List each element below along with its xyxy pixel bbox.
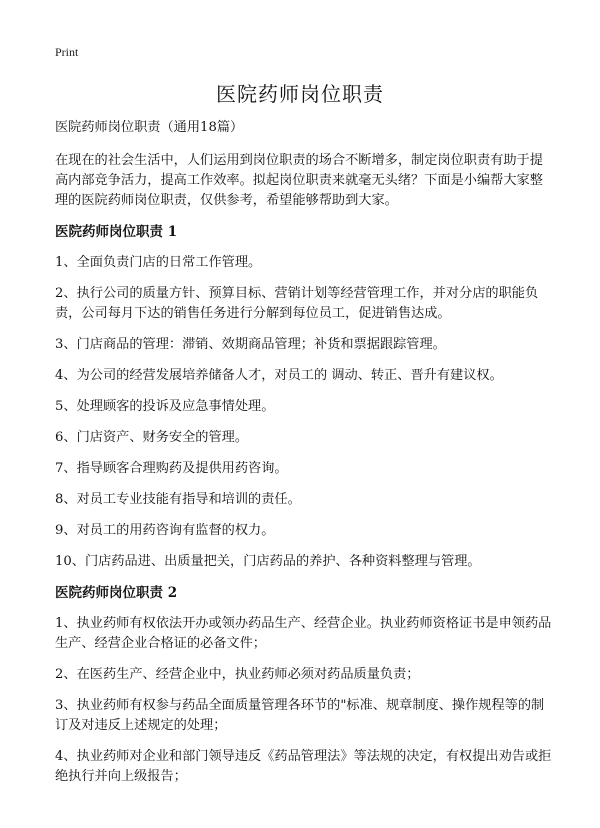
list-item: 8、对员工专业技能有指导和培训的责任。 [55, 492, 301, 507]
section-1 [55, 222, 555, 572]
list-item: 10、门店药品进、出质量把关，门店药品的养护、各种资料整理与管理。 [55, 554, 481, 569]
list-item: 7、指导顾客合理购药及提供用药咨询。 [55, 461, 288, 476]
list-item: 4、执业药师对企业和部门领导违反《药品管理法》等法规的决定，有权提出劝告或拒绝执行并向上级报告； [55, 749, 552, 784]
list-item: 3、执业药师有权参与药品全面质量管理各环节的"标准、规章制度、操作规程等的制订及对违反上述规定的处理； [55, 698, 545, 733]
document-body [55, 118, 555, 798]
list-item: 4、为公司的经营发展培养储备人才，对员工的 调动、转正、晋升有建议权。 [55, 368, 503, 383]
list-item: 5、处理顾客的投诉及应急事情处理。 [55, 399, 275, 414]
print-label[interactable]: Print [55, 45, 79, 59]
list-item: 1、执业药师有权依法开办或领办药品生产、经营企业。执业药师资格证书是申领药品生产、经营企业合格证的必备文件； [55, 616, 552, 651]
page-title: 医院药师岗位职责 [216, 82, 384, 106]
section-heading: 医院药师岗位职责 1 [55, 224, 178, 240]
list-item: 2、执行公司的质量方针、预算目标、营销计划等经营管理工作，并对分店的职能负责，公司每月下达的销售任务进行分解到每位员工，促进销售达成。 [55, 286, 539, 321]
section-heading: 医院药师岗位职责 2 [55, 585, 178, 601]
list-item: 3、门店商品的管理：滞销、效期商品管理；补货和票据跟踪管理。 [55, 337, 446, 352]
document-subtitle: 医院药师岗位职责（通用18篇） [55, 120, 244, 135]
list-item: 1、全面负责门店的日常工作管理。 [55, 255, 262, 270]
intro-paragraph: 在现在的社会生活中，人们运用到岗位职责的场合不断增多，制定岗位职责有助于提高内部竞争活力，提高工作效率。拟起岗位职责来就毫无头绪？下面是小编帮大家整理的医院药师岗位职责，仅供参考，希望能够帮助到大家。 [55, 153, 543, 208]
list-item: 2、在医药生产、经营企业中，执业药师必须对药品质量负责； [55, 667, 420, 682]
list-item: 6、门店资产、财务安全的管理。 [55, 430, 249, 445]
section-2 [55, 583, 555, 787]
list-item: 9、对员工的用药咨询有监督的权力。 [55, 523, 275, 538]
